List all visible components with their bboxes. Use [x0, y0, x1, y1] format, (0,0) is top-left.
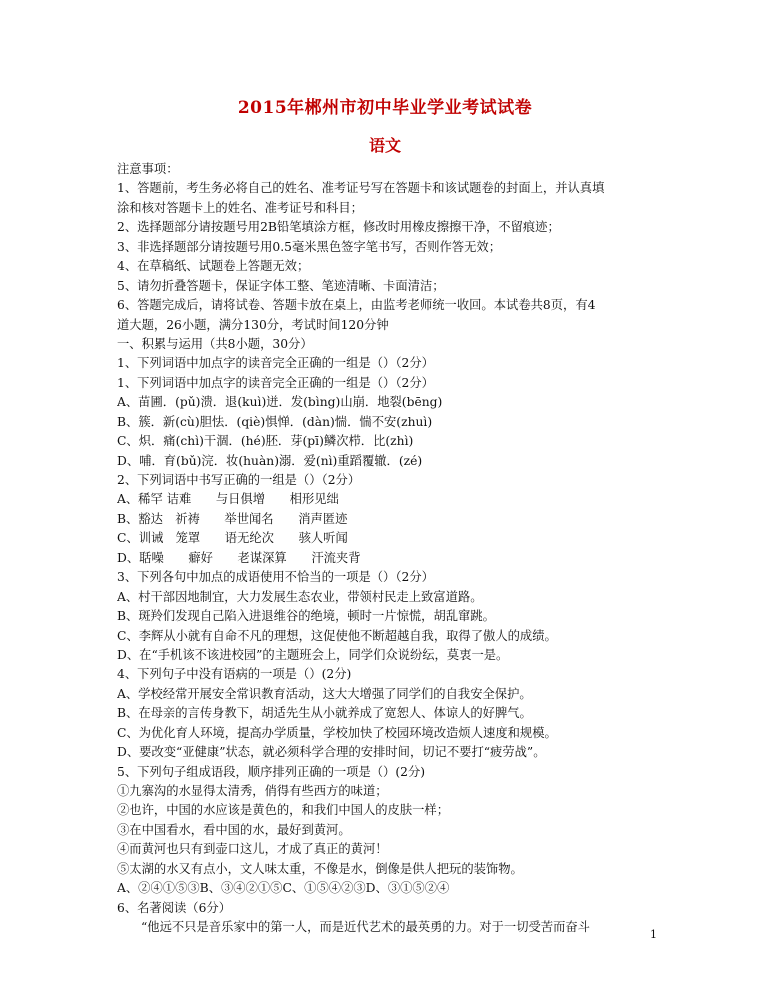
- question-3-stem: 3、下列各句中加点的成语使用不恰当的一项是（）（2分）: [117, 570, 434, 585]
- question-6-passage: “他远不只是音乐家中的第一人，而是近代艺术的最英勇的力。对于一切受苦而奋斗: [141, 920, 590, 935]
- notice-item-3: 3、非选择题部分请按题号用0.5毫米黑色签字笔书写，否则作答无效；: [117, 239, 501, 254]
- question-3-option-d: D、在“手机该不该进校园”的主题班会上，同学们众说纷纭，莫衷一是。: [117, 647, 509, 662]
- question-5-stem: 5、下列句子组成语段，顺序排列正确的一项是（）(2分): [117, 764, 426, 779]
- notice-item-5: 5、请勿折叠答题卡，保证字体工整、笔迹清晰、卡面清洁；: [117, 278, 445, 293]
- subject-heading: 语文: [368, 136, 401, 155]
- question-5-sentence-1: ①九寨沟的水显得太清秀，俏得有些西方的味道；: [117, 784, 388, 798]
- exam-title: 2015年郴州市初中毕业学业考试试卷: [237, 98, 533, 118]
- exam-content: [117, 160, 657, 938]
- question-2-option-c: C、训诫 笼罩 语无纶次 骇人听闻: [117, 531, 348, 546]
- question-2-option-d: D、聒噪 癖好 老谋深算 汗流夹背: [117, 550, 361, 565]
- question-1-stem-repeat: 1、下列词语中加点字的读音完全正确的一组是（）（2分）: [117, 375, 434, 390]
- notice-item-1: 1、答题前，考生务必将自己的姓名、准考证号写在答题卡和该试题卷的封面上，并认真填: [117, 181, 605, 196]
- question-4-stem: 4、下列句子中没有语病的一项是（）(2分): [117, 667, 352, 682]
- page-number: 1: [650, 928, 657, 941]
- question-5-options: A、②④①⑤③B、③④②①⑤C、①⑤④②③D、③①⑤②④: [117, 881, 450, 896]
- question-2-option-a: A、稀罕 诘难 与日俱增 相形见绌: [117, 492, 339, 507]
- question-2-option-b: B、豁达 祈祷 举世闻名 消声匿迹: [117, 511, 348, 526]
- question-1-stem: 1、下列词语中加点字的读音完全正确的一组是（）（2分）: [117, 356, 434, 371]
- question-3-option-b: B、斑羚们发现自己陷入进退维谷的绝境，顿时一片惊慌，胡乱窜跳。: [117, 609, 495, 624]
- question-4-option-c: C、为优化育人环境，提高办学质量，学校加快了校园环境改造烦人速度和规模。: [117, 725, 557, 740]
- question-1-option-c: C、炽．痛(chì)干涸．(hé)胚．芽(pī)鳞次栉．比(zhì): [117, 434, 414, 449]
- question-5-sentence-2: ②也许，中国的水应该是黄色的，和我们中国人的皮肤一样；: [117, 803, 450, 818]
- notice-item-4: 4、在草稿纸、试题卷上答题无效；: [117, 259, 310, 274]
- question-4-option-b: B、在母亲的言传身教下，胡适先生从小就养成了宽恕人、体谅人的好脾气。: [117, 706, 532, 721]
- question-6-stem: 6、名著阅读（6分）: [117, 900, 232, 915]
- question-5-sentence-4: ④而黄河也只有到壶口这儿，才成了真正的黄河！: [117, 842, 388, 857]
- question-5-sentence-5: ⑤太湖的水又有点小，文人味太重，不像是水，倒像是供人把玩的装饰物。: [117, 861, 523, 876]
- question-1-option-d: D、哺．育(bǔ)浣．妆(huàn)溺．爱(nì)重蹈覆辙．(zé): [117, 453, 423, 468]
- notice-heading: 注意事项：: [117, 162, 179, 176]
- question-1-option-a: A、苗圃．(pǔ)溃．退(kuì)迸．发(bìng)山崩．地裂(bēng): [117, 395, 443, 410]
- question-3-option-c: C、李辉从小就有自命不凡的理想，这促使他不断超越自我，取得了傲人的成绩。: [117, 628, 557, 643]
- question-1-option-b: B、簇．新(cù)胆怯．(qiè)惧惮．(dàn)惴．惴不安(zhuì): [117, 414, 433, 429]
- notice-item-6-cont: 道大题，26小题，满分130分，考试时间120分钟: [117, 317, 389, 332]
- notice-item-6: 6、答题完成后，请将试卷、答题卡放在桌上，由监考老师统一收回。本试卷共8页，有4: [117, 298, 596, 313]
- section-heading: 一、积累与运用（共8小题，30分）: [117, 336, 313, 351]
- notice-item-1-cont: 涂和核对答题卡上的姓名、准考证号和科目；: [117, 200, 363, 215]
- notice-item-2: 2、选择题部分请按题号用2B铅笔填涂方框，修改时用橡皮擦擦干净，不留痕迹；: [117, 220, 560, 235]
- question-4-option-d: D、要改变“亚健康”状态，就必须科学合理的安排时间，切记不要打“疲劳战”。: [117, 745, 546, 760]
- question-4-option-a: A、学校经常开展安全常识教育活动，这大大增强了同学们的自我安全保护。: [117, 686, 532, 701]
- question-2-stem: 2、下列词语中书写正确的一组是（）（2分）: [117, 473, 361, 487]
- question-3-option-a: A、村干部因地制宜，大力发展生态农业，带领村民走上致富道路。: [117, 589, 483, 604]
- question-5-sentence-3: ③在中国看水，看中国的水，最好到黄河。: [117, 822, 351, 837]
